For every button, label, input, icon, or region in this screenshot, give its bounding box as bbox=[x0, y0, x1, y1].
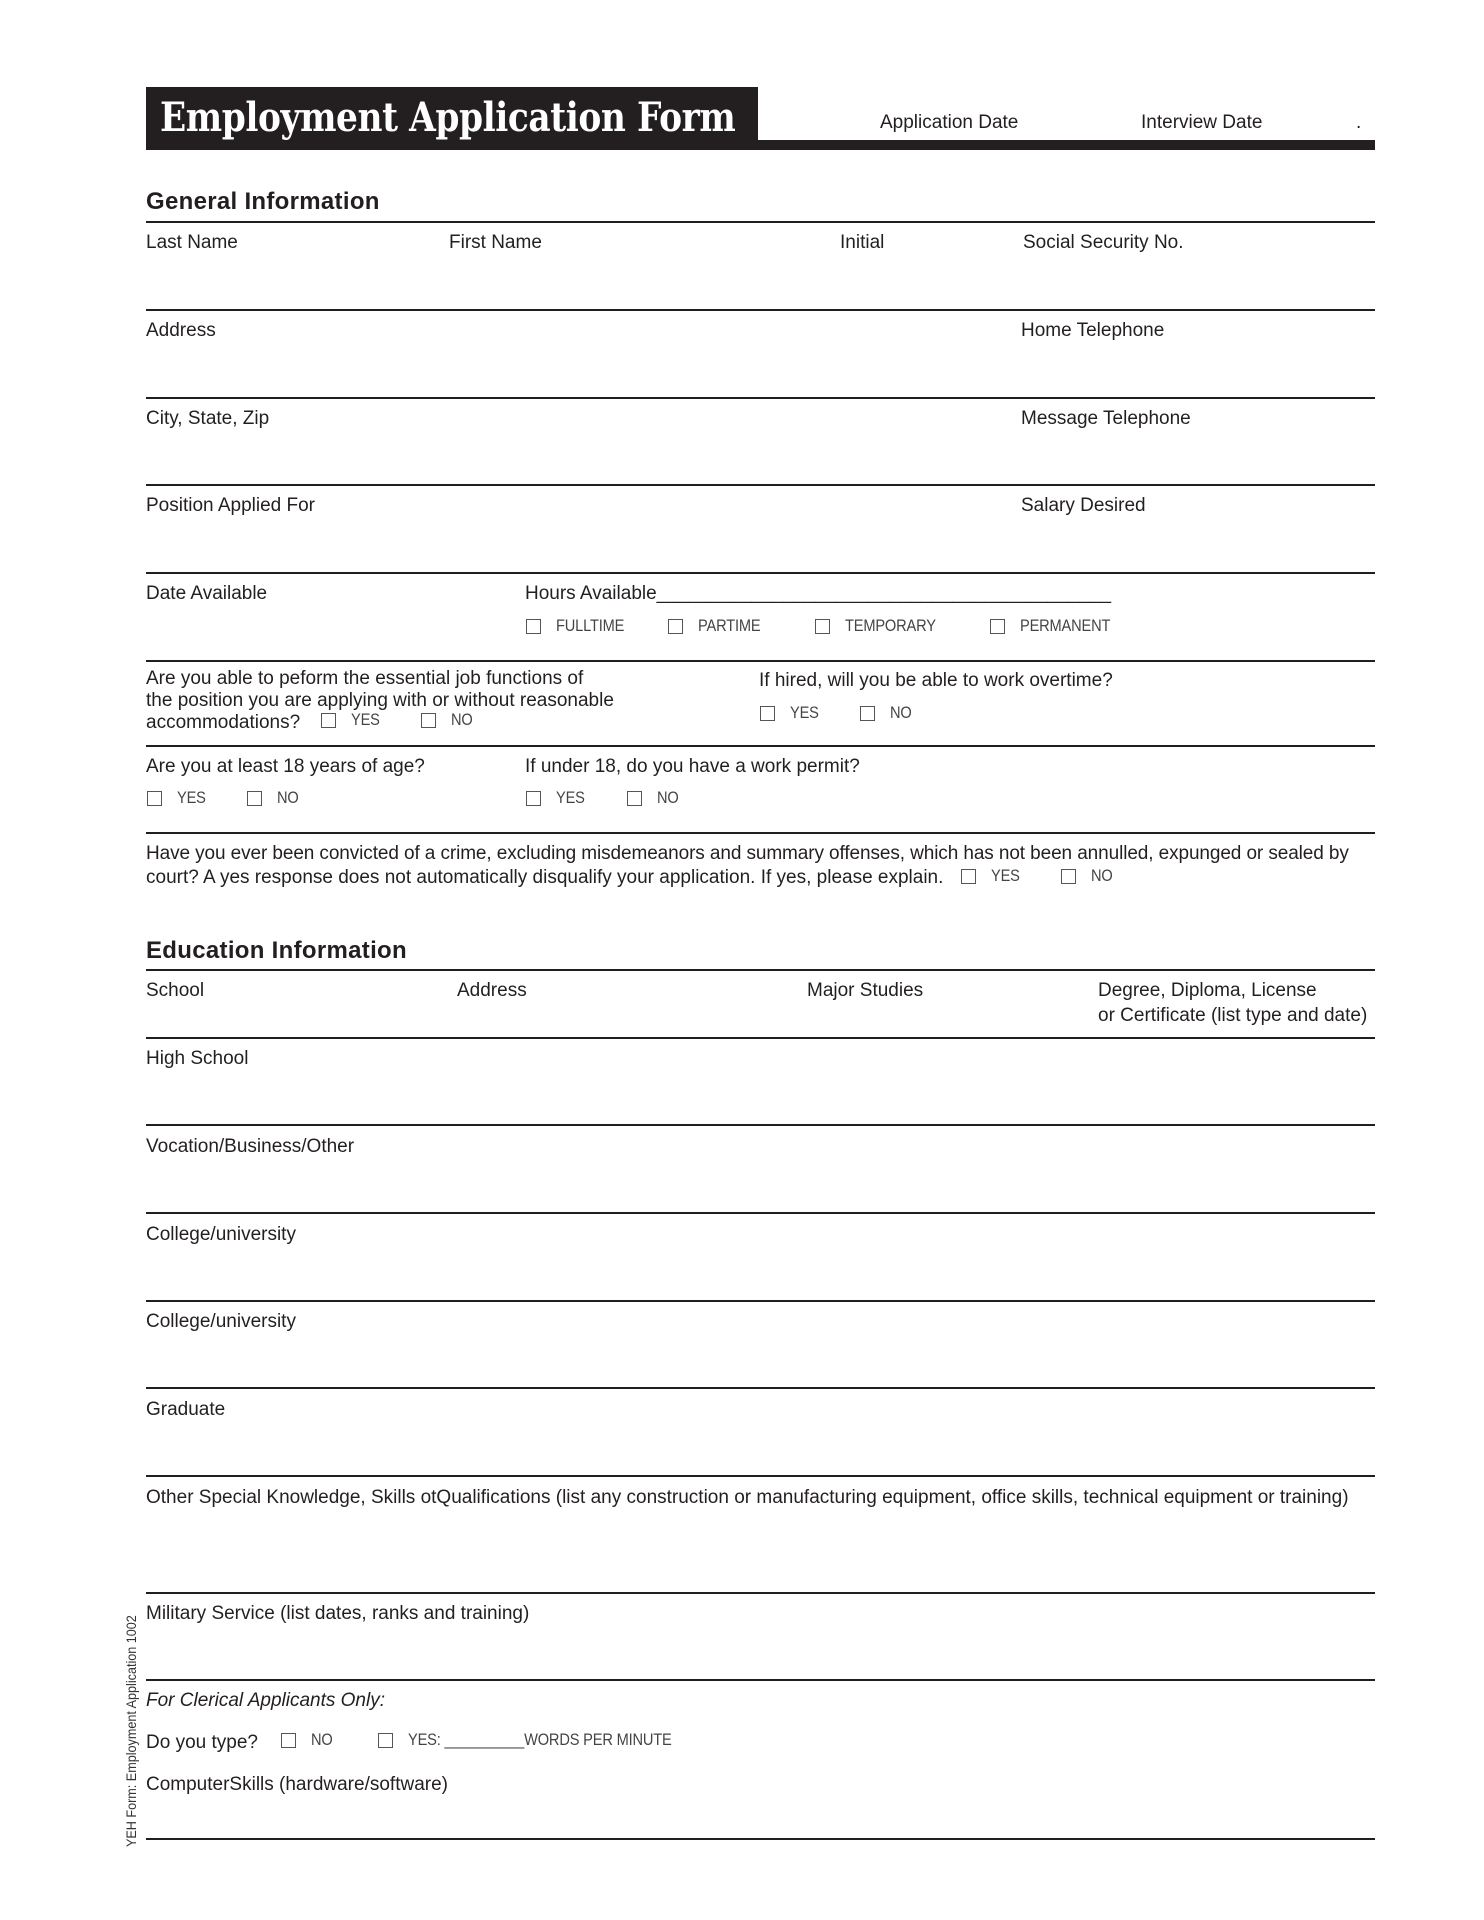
permanent-label: PERMANENT bbox=[1020, 616, 1111, 635]
degree-column-header-line1: Degree, Diploma, License bbox=[1098, 980, 1317, 1001]
crime-yes-checkbox[interactable] bbox=[961, 869, 976, 884]
divider bbox=[146, 221, 1375, 223]
fulltime-checkbox[interactable] bbox=[526, 619, 541, 634]
divider bbox=[146, 745, 1375, 747]
permit-no-label: NO bbox=[657, 788, 679, 807]
salary-desired-label: Salary Desired bbox=[1021, 495, 1146, 516]
overtime-no-label: NO bbox=[890, 703, 912, 722]
essential-question-line1: Are you able to peform the essential job functions of bbox=[146, 668, 584, 689]
form-identifier: YEH Form: Employment Application 1002 bbox=[123, 1615, 139, 1847]
divider bbox=[146, 1592, 1375, 1594]
military-service-label: Military Service (list dates, ranks and training) bbox=[146, 1603, 530, 1624]
city-state-zip-label: City, State, Zip bbox=[146, 408, 270, 429]
divider bbox=[146, 572, 1375, 574]
address-label: Address bbox=[146, 320, 216, 341]
form-title: Employment Application Form bbox=[160, 94, 736, 141]
divider bbox=[146, 1838, 1375, 1840]
divider bbox=[146, 1300, 1375, 1302]
divider bbox=[146, 1124, 1375, 1126]
divider bbox=[146, 1037, 1375, 1039]
type-yes-wpm-label: YES: __________WORDS PER MINUTE bbox=[408, 1730, 672, 1749]
divider bbox=[146, 1679, 1375, 1681]
partime-label: PARTIME bbox=[698, 616, 761, 635]
crime-no-checkbox[interactable] bbox=[1061, 869, 1076, 884]
essential-no-checkbox[interactable] bbox=[421, 713, 436, 728]
age-question: Are you at least 18 years of age? bbox=[146, 756, 425, 777]
message-telephone-label: Message Telephone bbox=[1021, 408, 1191, 429]
fulltime-label: FULLTIME bbox=[556, 616, 625, 635]
permit-no-checkbox[interactable] bbox=[627, 791, 642, 806]
hours-available-label: Hours Available___________________________________________ bbox=[525, 583, 1112, 604]
major-studies-column-header: Major Studies bbox=[807, 980, 924, 1001]
age-yes-checkbox[interactable] bbox=[147, 791, 162, 806]
crime-yes-label: YES bbox=[991, 866, 1020, 885]
education-row-label: Graduate bbox=[146, 1399, 226, 1420]
partime-checkbox[interactable] bbox=[668, 619, 683, 634]
type-no-checkbox[interactable] bbox=[281, 1733, 296, 1748]
initial-label: Initial bbox=[840, 232, 885, 253]
overtime-yes-checkbox[interactable] bbox=[760, 706, 775, 721]
essential-no-label: NO bbox=[451, 710, 473, 729]
divider bbox=[146, 832, 1375, 834]
type-no-label: NO bbox=[311, 1730, 333, 1749]
overtime-question: If hired, will you be able to work overtime? bbox=[759, 670, 1113, 691]
divider bbox=[146, 1475, 1375, 1477]
permit-question: If under 18, do you have a work permit? bbox=[525, 756, 860, 777]
divider bbox=[146, 309, 1375, 311]
crime-question-line1: Have you ever been convicted of a crime, excluding misdemeanors and summary offenses, which has not been annulled, expunged or sealed by bbox=[146, 843, 1349, 864]
type-yes-checkbox[interactable] bbox=[378, 1733, 393, 1748]
essential-yes-checkbox[interactable] bbox=[321, 713, 336, 728]
computer-skills-label: ComputerSkills (hardware/software) bbox=[146, 1774, 448, 1795]
ssn-label: Social Security No. bbox=[1023, 232, 1184, 253]
other-skills-label: Other Special Knowledge, Skills otQualifications (list any construction or manufacturing equipment, office skills, technical equipment or training) bbox=[146, 1487, 1349, 1508]
header-dot: . bbox=[1356, 112, 1362, 133]
school-column-header: School bbox=[146, 980, 205, 1001]
divider bbox=[146, 397, 1375, 399]
temporary-label: TEMPORARY bbox=[845, 616, 936, 635]
education-row-label: College/university bbox=[146, 1311, 296, 1332]
last-name-label: Last Name bbox=[146, 232, 238, 253]
divider bbox=[146, 1387, 1375, 1389]
essential-question-line2: the position you are applying with or without reasonable bbox=[146, 690, 614, 711]
address-column-header: Address bbox=[457, 980, 527, 1001]
essential-yes-label: YES bbox=[351, 710, 380, 729]
essential-question-line3: accommodations? bbox=[146, 712, 301, 733]
age-no-checkbox[interactable] bbox=[247, 791, 262, 806]
degree-column-header-line2: or Certificate (list type and date) bbox=[1098, 1005, 1368, 1026]
education-row-label: College/university bbox=[146, 1224, 296, 1245]
age-no-label: NO bbox=[277, 788, 299, 807]
permit-yes-checkbox[interactable] bbox=[526, 791, 541, 806]
education-row-label: High School bbox=[146, 1048, 249, 1069]
permanent-checkbox[interactable] bbox=[990, 619, 1005, 634]
interview-date-label: Interview Date bbox=[1141, 112, 1263, 133]
position-applied-label: Position Applied For bbox=[146, 495, 315, 516]
crime-question-line2: court? A yes response does not automatically disqualify your application. If yes, please explain. bbox=[146, 867, 944, 888]
temporary-checkbox[interactable] bbox=[815, 619, 830, 634]
education-information-heading: Education Information bbox=[146, 937, 407, 964]
application-date-label: Application Date bbox=[880, 112, 1019, 133]
header-underline bbox=[758, 140, 1375, 150]
clerical-heading: For Clerical Applicants Only: bbox=[146, 1690, 385, 1711]
divider bbox=[146, 1212, 1375, 1214]
date-available-label: Date Available bbox=[146, 583, 268, 604]
general-information-heading: General Information bbox=[146, 188, 380, 215]
divider bbox=[146, 484, 1375, 486]
education-row-label: Vocation/Business/Other bbox=[146, 1136, 355, 1157]
age-yes-label: YES bbox=[177, 788, 206, 807]
permit-yes-label: YES bbox=[556, 788, 585, 807]
first-name-label: First Name bbox=[449, 232, 542, 253]
do-you-type-label: Do you type? bbox=[146, 1732, 258, 1753]
home-telephone-label: Home Telephone bbox=[1021, 320, 1165, 341]
overtime-yes-label: YES bbox=[790, 703, 819, 722]
divider bbox=[146, 969, 1375, 971]
crime-no-label: NO bbox=[1091, 866, 1113, 885]
divider bbox=[146, 660, 1375, 662]
overtime-no-checkbox[interactable] bbox=[860, 706, 875, 721]
